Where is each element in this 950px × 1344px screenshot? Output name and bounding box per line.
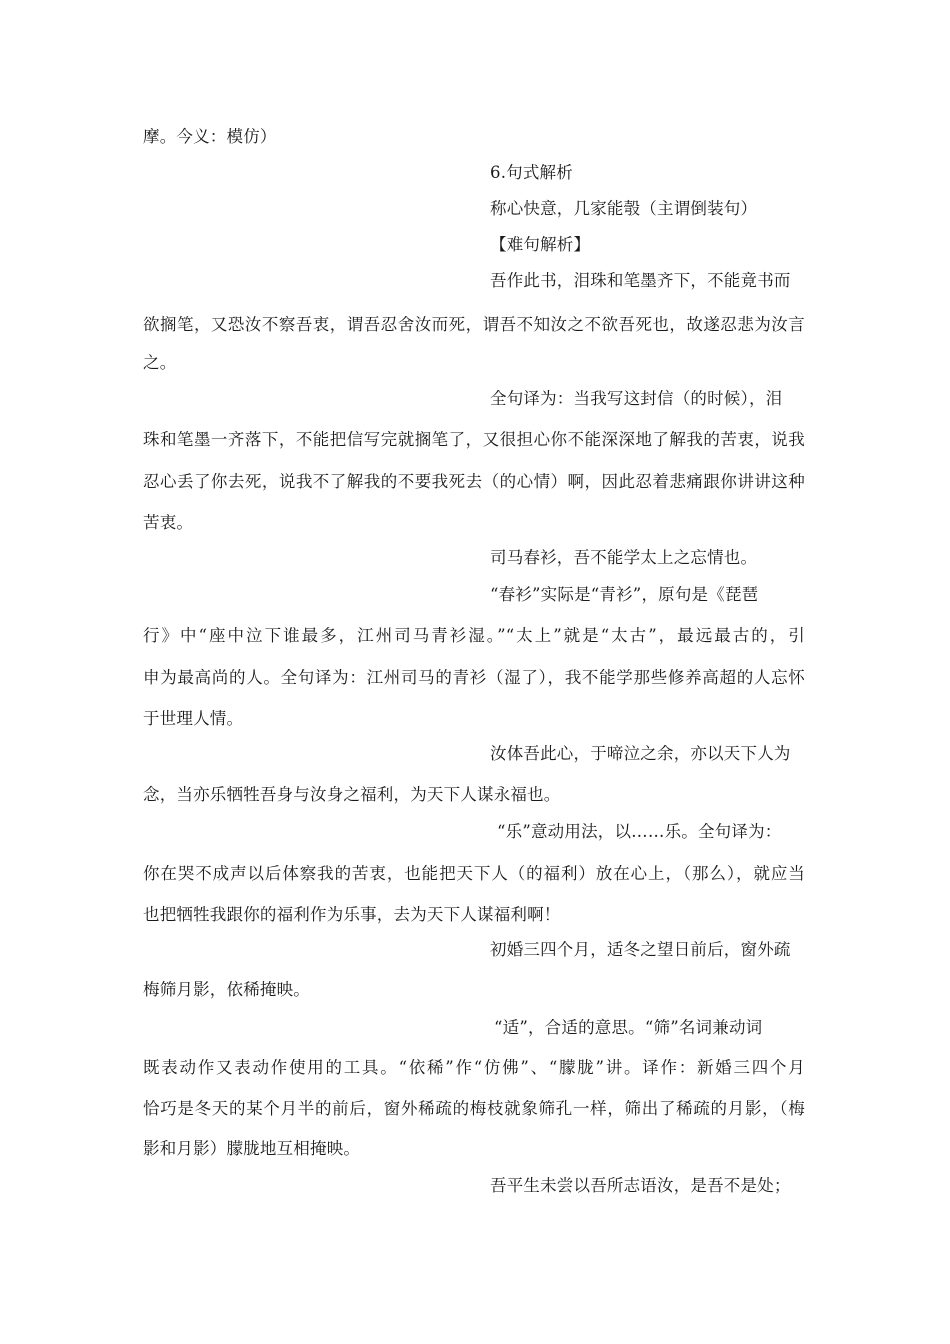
text-line: 梅筛月影，依稀掩映。 — [143, 980, 310, 999]
text-line: 全句译为：当我写这封信（的时候），泪 — [490, 389, 783, 408]
text-line: 摩。今义：模仿） — [143, 127, 277, 146]
text-line: 吾作此书，泪珠和笔墨齐下，不能竟书而 — [490, 271, 791, 290]
text-line: 申为最高尚的人。全句译为：江州司马的青衫（湿了），我不能学那些修养高超的人忘怀 — [143, 668, 805, 687]
text-line: 欲搁笔，又恐汝不察吾衷，谓吾忍舍汝而死，谓吾不知汝之不欲吾死也，故遂忍悲为汝言 — [143, 315, 805, 334]
text-line: 念，当亦乐牺牲吾身与汝身之福利，为天下人谋永福也。 — [143, 785, 561, 804]
text-line: 汝体吾此心，于啼泣之余，亦以天下人为 — [490, 744, 791, 763]
text-line: 吾平生未尝以吾所志语汝，是吾不是处； — [490, 1176, 791, 1195]
text-line: “春衫”实际是“青衫”，原句是《琵琶 — [490, 585, 759, 604]
section-heading: 6.句式解析 — [490, 163, 573, 182]
text-line: 行》中“座中泣下谁最多，江州司马青衫湿。”“太上”就是“太古”，最远最古的，引 — [143, 626, 805, 645]
section-heading: 【难句解析】 — [490, 235, 591, 254]
text-line: 初婚三四个月，适冬之望日前后，窗外疏 — [490, 940, 791, 959]
text-line: 忍心丢了你去死，说我不了解我的不要我死去（的心情）啊，因此忍着悲痛跟你讲讲这种 — [143, 472, 805, 491]
text-line: 恰巧是冬天的某个月半的前后，窗外稀疏的梅枝就象筛孔一样，筛出了稀疏的月影，（梅 — [143, 1099, 805, 1118]
text-line: 也把牺牲我跟你的福利作为乐事，去为天下人谋福利啊！ — [143, 905, 561, 924]
text-line: 苦衷。 — [143, 513, 194, 532]
text-line: “适”，合适的意思。“筛”名词兼动词 — [494, 1018, 763, 1037]
text-line: 司马春衫，吾不能学太上之忘情也。 — [490, 548, 758, 567]
text-line: 珠和笔墨一齐落下，不能把信写完就搁笔了，又很担心你不能深深地了解我的苦衷，说我 — [143, 430, 805, 449]
text-line: 之。 — [143, 353, 177, 372]
text-line: 称心快意，几家能彀（主谓倒装句） — [490, 199, 758, 218]
text-line: 影和月影）朦胧地互相掩映。 — [143, 1139, 361, 1158]
text-line: 既表动作又表动作使用的工具。“依稀”作“仿佛”、“朦胧”讲。译作：新婚三四个月 — [143, 1058, 805, 1077]
text-line: 你在哭不成声以后体察我的苦衷，也能把天下人（的福利）放在心上，（那么），就应当 — [143, 864, 805, 883]
text-line: “乐”意动用法，以……乐。全句译为： — [497, 822, 782, 841]
text-line: 于世理人情。 — [143, 709, 244, 728]
